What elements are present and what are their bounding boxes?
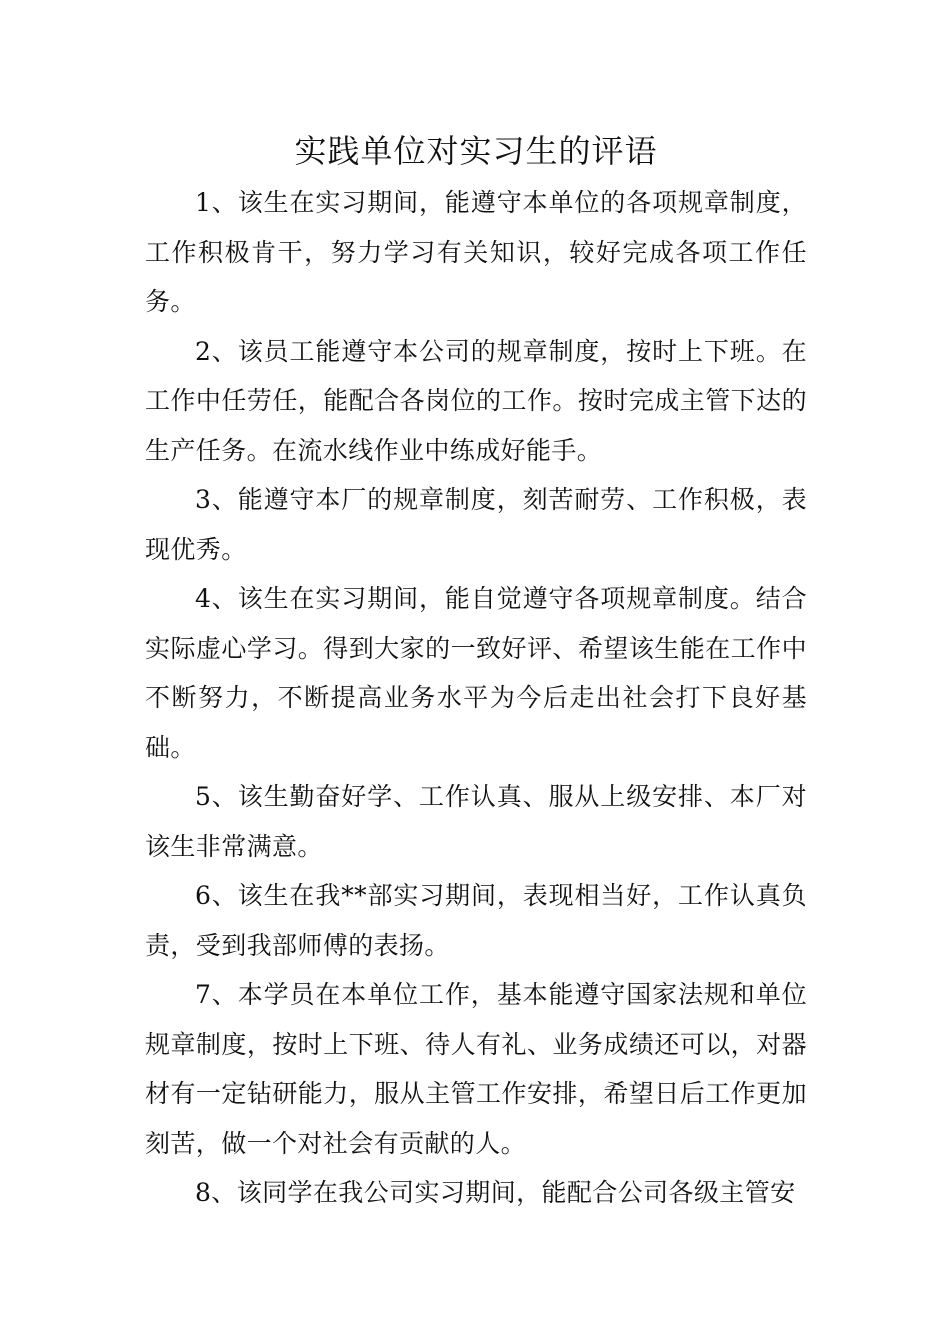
document-body — [145, 178, 807, 1218]
paragraph-5: 5、该生勤奋好学、工作认真、服从上级安排、本厂对该生非常满意。 — [145, 782, 807, 861]
paragraph-4: 4、该生在实习期间，能自觉遵守各项规章制度。结合实际虚心学习。得到大家的一致好评、希望该生能在工作中不断努力，不断提高业务水平为今后走出社会打下良好基础。 — [145, 584, 807, 762]
document-title: 实践单位对实习生的评语 — [294, 132, 658, 170]
paragraph-8: 8、该同学在我公司实习期间，能配合公司各级主管安 — [195, 1178, 796, 1207]
paragraph-3: 3、能遵守本厂的规章制度，刻苦耐劳、工作积极，表现优秀。 — [145, 485, 807, 564]
paragraph-2: 2、该员工能遵守本公司的规章制度，按时上下班。在工作中任劳任，能配合各岗位的工作。按时完成主管下达的生产任务。在流水线作业中练成好能手。 — [145, 336, 807, 465]
paragraph-6: 6、该生在我**部实习期间，表现相当好，工作认真负责，受到我部师傅的表扬。 — [145, 881, 807, 960]
paragraph-1: 1、该生在实习期间，能遵守本单位的各项规章制度，工作积极肯干，努力学习有关知识，较好完成各项工作任务。 — [145, 188, 807, 316]
paragraph-7: 7、本学员在本单位工作，基本能遵守国家法规和单位规章制度，按时上下班、待人有礼、业务成绩还可以，对器材有一定钻研能力，服从主管工作安排，希望日后工作更加刻苦，做一个对社会有贡献的人。 — [145, 980, 807, 1158]
